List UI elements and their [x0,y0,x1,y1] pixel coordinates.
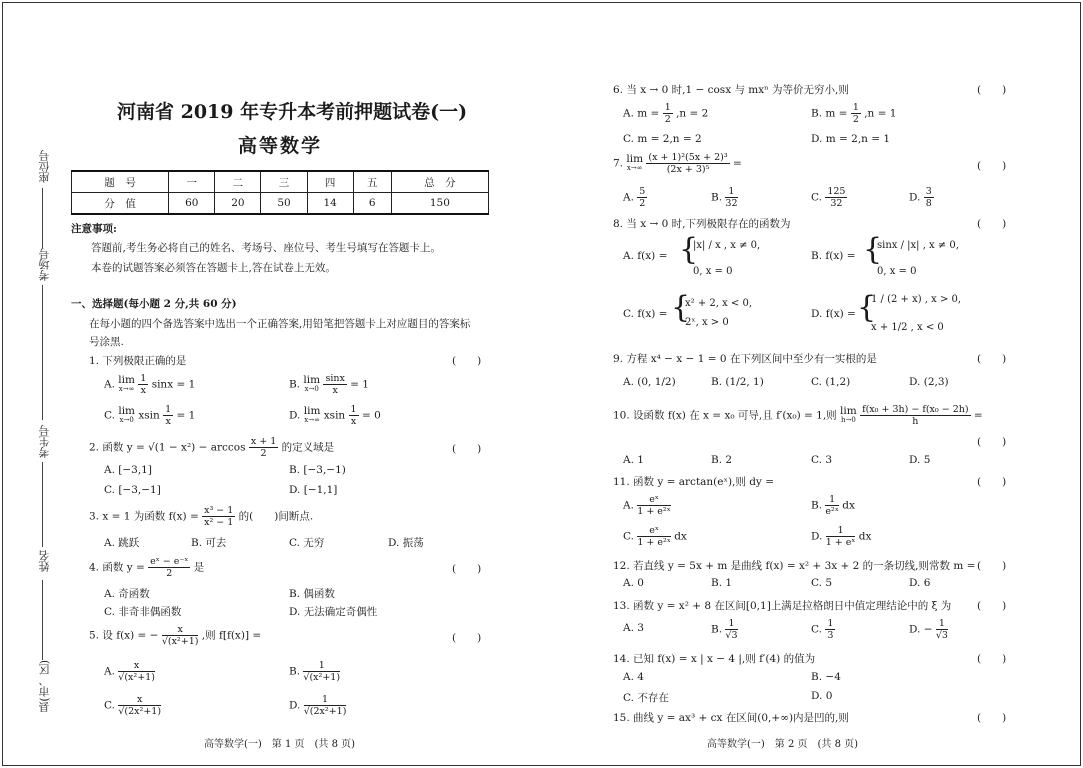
exam-room-blank [42,285,43,420]
q1-option-d [289,404,381,427]
stem-text: 的( )间断点. [238,510,314,523]
brace: { [679,232,699,267]
table-cell: 五 [353,171,391,193]
q8-stem: 8. 当 x → 0 时,下列极限存在的函数为 [613,218,791,230]
q3-option-d: D. 振荡 [388,537,424,549]
stem-text: = [733,157,742,170]
option-label: C. [104,699,115,712]
stem-text: 4. 函数 y = [89,561,145,574]
q12-option-b: B. 1 [711,577,733,589]
q13-answer-paren: ( ) [977,600,1007,612]
option-label: A. [623,499,634,512]
q12-answer-paren: ( ) [977,560,1007,572]
q8-answer-paren: ( ) [977,218,1007,230]
q8-a-case-1: |x| / x , x ≠ 0, [693,240,761,251]
q14-option-a: A. 4 [623,671,644,683]
q9-answer-paren: ( ) [977,353,1007,365]
name-label: 姓名 [38,550,51,572]
q13-option-b [711,618,738,641]
section-1-instruction-2: 号涂黑. [89,336,124,348]
q7-option-b [711,186,738,209]
q7-option-c [811,186,847,209]
q2-stem [89,436,334,459]
q4-option-c: C. 非奇非偶函数 [104,606,182,618]
q12-option-c: C. 5 [811,577,833,589]
q1-option-a [104,373,195,396]
section-1-instruction-1: 在每小题的四个备选答案中选出一个正确答案,用铅笔把答题卡上对应题目的答案标 [89,318,471,330]
q11-option-c [623,525,687,548]
section-1-heading: 一、选择题(每小题 2 分,共 60 分) [71,298,237,310]
q1-option-c [104,404,195,427]
q4-option-b: B. 偶函数 [289,588,335,600]
score-table [71,170,489,215]
option-label: D. [289,699,301,712]
option-label: A. m = [623,107,660,120]
option-label: B. [711,191,723,204]
q8-option-c-label: C. f(x) = [623,308,668,320]
q13-stem: 13. 函数 y = x² + 8 在区间[0,1]上满足拉格朗日中值定理结论中的 ξ 为 [613,600,952,612]
exam-title: 河南省 2019 年专升本考前押题试卷(一) [117,101,468,123]
fraction: $\frac{3}{8}$ [925,186,932,209]
fraction: $\frac{1}{√3}$ [725,618,738,641]
table-cell: 分 值 [72,193,169,215]
q7-answer-paren: ( ) [977,160,1007,172]
q5-option-b [289,660,340,683]
q14-option-c: C. 不存在 [623,692,669,704]
table-cell: 14 [307,193,353,215]
stem-text: 3. x = 1 为函数 f(x) = [89,510,199,523]
stem-text: 5. 设 f(x) = − [89,629,159,642]
fraction: $\frac{1}{x}$ [140,373,147,396]
q5-answer-paren: ( ) [452,632,482,644]
fraction: $\frac{1}{2}$ [664,102,671,125]
fraction: $\frac{x}{\text{√(x²+1)}}$ [118,660,155,683]
q1-stem: 1. 下列极限正确的是 [89,355,187,367]
q7-option-d [909,186,934,209]
q3-option-a: A. 跳跃 [104,537,140,549]
fraction: $\frac{\sin x}{x}$ [325,373,345,396]
fraction: $\frac{1}{x}$ [165,404,172,427]
q2-answer-paren: ( ) [452,443,482,455]
q7-stem [613,152,742,175]
q9-option-b: B. (1/2, 1) [711,376,764,388]
option-label: A. [623,191,634,204]
option-text: dx [858,530,872,543]
option-text: xsin [323,409,346,422]
q8-option-b-label: B. f(x) = [811,250,856,262]
q6-answer-paren: ( ) [977,84,1007,96]
option-label: C. [811,623,822,636]
q6-option-d: D. m = 2,n = 1 [811,133,891,145]
subject-title: 高等数学 [238,135,323,157]
student-id-label: 考生号 [38,425,51,458]
q5-option-d [289,694,346,717]
stem-text: 是 [193,561,205,574]
q10-stem [613,404,983,427]
notes-heading: 注意事项: [71,223,117,235]
q8-c-case-1: x² + 2, x < 0, [685,298,753,309]
fraction: $\frac{1}{2}$ [852,102,859,125]
footer-page-1: 高等数学(一) 第 1 页 (共 8 页) [204,739,356,750]
table-cell: 二 [215,171,261,193]
name-blank [42,580,43,660]
student-id-blank [42,462,43,547]
q10-answer-paren: ( ) [977,436,1007,448]
fraction: $\frac{\text{eˣ − e⁻ˣ}}{2}$ [150,556,189,579]
stem-text: ,则 f[f(x)] = [201,629,262,642]
notes-line-2: 本卷的试题答案必须答在答题卡上,答在试卷上无效。 [91,262,336,274]
lim-operator: lim x→∞ [118,373,135,393]
exam-room-label: 考场号 [38,248,51,281]
fraction: $\frac{\text{(x + 1)²(5x + 2)³}}{\text{(2x + 3)⁵}}$ [648,152,728,175]
option-text: ,n = 1 [864,107,897,120]
q3-option-b: B. 可去 [191,537,227,549]
q13-option-c [811,618,835,641]
q6-option-b [811,102,896,125]
q3-option-c: C. 无穷 [289,537,325,549]
q5-stem [89,624,261,647]
fraction: $\frac{125}{32}$ [827,186,846,209]
fraction: $\frac{1}{\text{√(x²+1)}}$ [303,660,341,683]
q12-option-a: A. 0 [623,577,644,589]
lim-operator: lim x→0 [118,404,136,424]
q6-option-c: C. m = 2,n = 2 [623,133,702,145]
q10-option-a: A. 1 [623,454,644,466]
q11-option-b [811,494,855,517]
q1-answer-paren: ( ) [452,355,482,367]
q4-stem [89,556,204,579]
q8-option-d-label: D. f(x) = [811,308,856,320]
option-label: D. [289,409,301,422]
q15-stem: 15. 曲线 y = ax³ + cx 在区间(0,+∞)内是凹的,则 [613,712,849,724]
lim-operator: lim x→∞ [626,152,644,172]
fraction: $\frac{1}{\text{√(2x²+1)}}$ [303,694,347,717]
q15-answer-paren: ( ) [977,712,1007,724]
fraction: $\frac{x}{\text{√(2x²+1)}}$ [118,694,162,717]
county-label: 县(市、区) [38,660,51,713]
option-text: = 1 [176,409,196,422]
table-cell: 6 [353,193,391,215]
table-cell: 四 [307,171,353,193]
q9-option-c: C. (1,2) [811,376,851,388]
score-table-header-row [72,171,489,193]
option-text: dx [674,530,687,543]
seat-label: 座位号 [38,150,51,183]
fraction: $\frac{1}{\text{e²ˣ}}$ [825,494,839,517]
q9-option-d: D. (2,3) [909,376,949,388]
lim-operator: lim x→∞ [303,404,321,424]
option-label: D. [811,530,823,543]
q13-option-d [909,618,948,641]
option-label: B. [711,623,723,636]
q7-option-a [623,186,647,209]
option-text: dx [842,499,855,512]
q12-option-d: D. 6 [909,577,931,589]
notes-line-1: 答题前,考生务必将自己的姓名、考场号、座位号、考生号填写在答题卡上。 [91,242,441,254]
q8-a-case-2: 0, x = 0 [693,266,733,277]
q2-option-d: D. [−1,1] [289,484,338,496]
q6-stem: 6. 当 x → 0 时,1 − cosx 与 mxⁿ 为等价无穷小,则 [613,84,849,96]
q9-stem: 9. 方程 x⁴ − x − 1 = 0 在下列区间中至少有一实根的是 [613,353,877,365]
fraction: $\frac{\text{eˣ}}{\text{1 + e²ˣ}}$ [637,494,671,517]
q4-option-a: A. 奇函数 [104,588,150,600]
brace: { [671,290,691,325]
option-label: A. [104,665,115,678]
option-label: B. [811,499,823,512]
option-label: B. m = [811,107,848,120]
fraction: $\frac{x}{\text{√(x²+1)}}$ [161,624,199,647]
option-label: C. [623,530,634,543]
q11-answer-paren: ( ) [977,476,1007,488]
fraction: $\frac{1}{√3}$ [935,618,948,641]
q10-option-b: B. 2 [711,454,733,466]
table-cell: 20 [215,193,261,215]
q8-c-case-2: 2ˣ, x > 0 [685,317,729,328]
score-table-value-row [72,193,489,215]
q5-option-a [104,660,155,683]
fraction: $\frac{\text{eˣ}}{\text{1 + e²ˣ}}$ [637,525,671,548]
table-cell: 50 [261,193,307,215]
q11-stem: 11. 函数 y = arctan(eˣ),则 dy = [613,476,775,488]
fraction: $\frac{1}{x}$ [350,404,357,427]
q11-option-d [811,525,871,548]
option-text: xsin [138,409,160,422]
q2-option-c: C. [−3,−1] [104,484,161,496]
q2-option-b: B. [−3,−1) [289,464,346,476]
q4-option-d: D. 无法确定奇偶性 [289,606,378,618]
option-text: = 1 [350,378,369,391]
fraction: $\frac{5}{2}$ [639,186,646,209]
q4-answer-paren: ( ) [452,563,482,575]
option-label: B. [289,665,301,678]
q8-b-case-1: sinx / |x| , x ≠ 0, [877,240,959,251]
table-cell: 一 [169,171,215,193]
fraction: $\frac{\text{x³ − 1}}{\text{x² − 1}}$ [204,505,234,528]
q11-option-a [623,494,671,517]
seat-blank [42,188,43,248]
fraction: $\frac{1}{3}$ [827,618,834,641]
option-text: sinx = 1 [151,378,196,391]
brace: { [857,290,877,325]
q9-option-a: A. (0, 1/2) [623,376,676,388]
footer-page-2: 高等数学(一) 第 2 页 (共 8 页) [707,739,859,750]
option-label: D. − [909,623,933,636]
table-cell: 总 分 [391,171,488,193]
q5-option-c [104,694,161,717]
q6-option-a [623,102,708,125]
q8-option-a-label: A. f(x) = [623,250,668,262]
fraction: $\frac{1}{32}$ [725,186,738,209]
option-text: = 0 [361,409,381,422]
q1-option-b [289,373,369,396]
lim-operator: lim x→0 [303,373,321,393]
q13-option-a: A. 3 [623,622,644,634]
table-cell: 题 号 [72,171,169,193]
q12-stem: 12. 若直线 y = 5x + m 是曲线 f(x) = x² + 3x + 2 的一条切线,则常数 m = [613,560,976,572]
q8-d-case-2: x + 1/2 , x < 0 [871,322,944,333]
q14-stem: 14. 已知 f(x) = x | x − 4 |,则 f′(4) 的值为 [613,653,816,665]
stem-text: 10. 设函数 f(x) 在 x = x₀ 可导,且 f′(x₀) = 1,则 [613,409,837,422]
q2-option-a: A. [−3,1] [104,464,152,476]
q10-option-c: C. 3 [811,454,833,466]
stem-text: 的定义域是 [281,441,335,454]
q8-b-case-2: 0, x = 0 [877,266,917,277]
stem-text: 7. [613,157,624,170]
stem-text: 2. 函数 y = √(1 − x²) − arccos [89,441,246,454]
brace: { [863,232,883,267]
q10-option-d: D. 5 [909,454,931,466]
q3-stem [89,505,313,528]
q14-answer-paren: ( ) [977,653,1007,665]
fraction: $\frac{\text{f(x₀ + 3h) − f(x₀ − 2h)}}{h}$ [862,404,969,427]
q8-d-case-1: 1 / (2 + x) , x > 0, [871,294,962,305]
fraction: $\frac{1}{\text{1 + eˣ}}$ [825,525,856,548]
q14-option-b: B. −4 [811,671,841,683]
table-cell: 150 [391,193,488,215]
fraction: $\frac{x + 1}{2}$ [250,436,277,459]
table-cell: 三 [261,171,307,193]
option-text: ,n = 2 [676,107,709,120]
stem-text: = [973,409,983,422]
option-label: C. [811,191,822,204]
table-cell: 60 [169,193,215,215]
option-label: B. [289,378,301,391]
lim-operator: lim h→0 [840,404,857,424]
option-label: D. [909,191,921,204]
q14-option-d: D. 0 [811,690,833,702]
option-label: A. [104,378,115,391]
option-label: C. [104,409,115,422]
